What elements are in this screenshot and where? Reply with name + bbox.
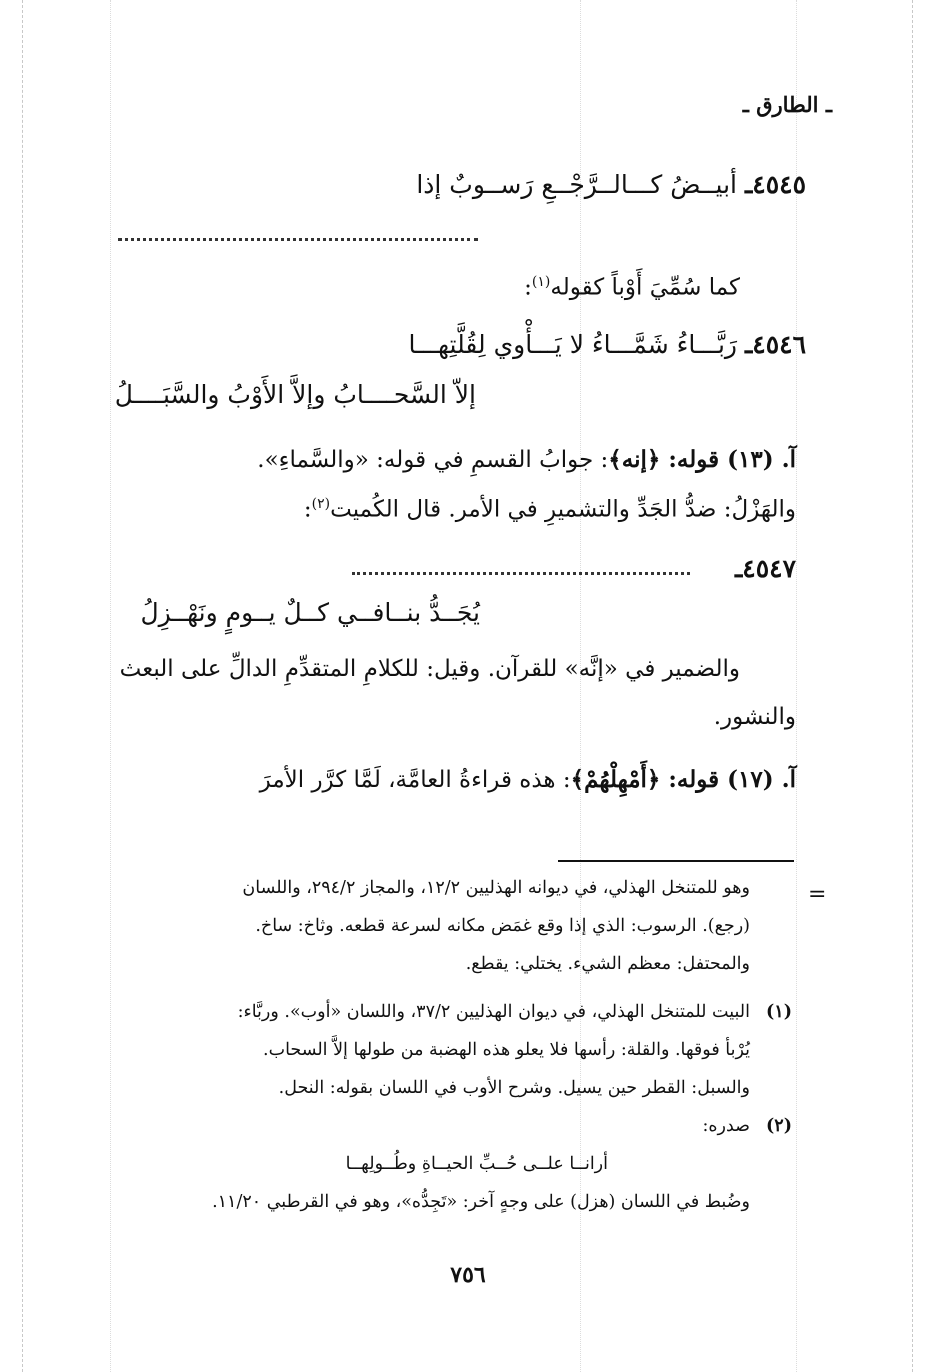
footnote-1-line: يُرْبأ فوقها. والقلة: رأسها فلا يعلو هذه الهضبة من طولها إلاَّ السحاب. [263,1040,750,1060]
kama-line [524,274,740,301]
verse-text: يُجَــدُّ بنــافــي كــلٌ يــومٍ ونَهْــزِلُ [140,598,480,627]
para-colon: : [303,496,312,523]
ellipsis-dots [118,238,478,241]
scan-guide-line [796,0,797,1372]
para-text: والهَزْلُ: ضدُّ الجَدِّ والتشميرِ في الأمر. قال الكُميت [330,496,796,523]
scan-edge-left [22,0,23,1372]
para-13-line-1 [257,446,796,473]
para-text: : هذه قراءةُ العامَّة، لَمَّا كرَّر الأمرَ [259,767,571,793]
verse-4547-second [140,598,480,627]
scan-guide-line [110,0,111,1372]
ellipsis-dots [352,572,690,575]
footnote-continued-line: وهو للمتنخل الهذلي، في ديوانه الهذليين ١٢/٢، والمجاز ٢٩٤/٢، واللسان [242,878,750,898]
footnote-ref-2: (٢) [311,496,331,512]
continuation-mark: = [808,882,827,907]
para-lead: آ. (١٧) قوله: ﴿أَمْهِلْهُمْ﴾ [570,766,796,793]
verse-4547-number [735,554,796,583]
running-header: ـ الطارق ـ [742,92,832,117]
footnote-1-marker: (١) [766,1002,792,1022]
para-lead: آ. (١٣) قوله: ﴿إنه﴾ [608,446,796,473]
para-13-line-2 [304,496,796,523]
verse-text: رَبَّـــاءُ شَمَّـــاءُ لا يَـــأْوي لِقُلَّتِهـــا [408,330,737,359]
scan-edge-right [912,0,913,1372]
kama-colon: : [524,274,532,301]
footnote-2-marker: (٢) [766,1116,792,1136]
verse-number: ٤٥٤٥ـ [744,170,806,199]
footnote-2-verse: أرانــا علــى حُــبِّ الحيــاةِ وطُــولِهــا [345,1154,608,1174]
verse-number: ٤٥٤٦ـ [744,330,806,359]
footnote-2-line: صدره: [702,1116,750,1136]
para-text: : جوابُ القسمِ في قوله: «والسَّماءِ». [257,447,609,473]
para-text: والنشور. [713,704,796,730]
footnote-continued-line: والمحتفل: معظم الشيء. يختلي: يقطع. [465,954,750,974]
footnote-1-line: والسبل: القطر حين يسيل. وشرح الأوب في اللسان بقوله: النحل. [278,1078,750,1098]
footnote-2-line: وضُبط في اللسان (هزل) على وجهٍ آخر: «تَجِدُّه»، وهو في القرطبي ١١/٢٠. [212,1192,750,1212]
verse-text: أبيــضُ كـــالــرَّجْــعِ رَســوبٌ إذا [416,170,737,199]
footnote-separator [558,860,794,862]
verse-text: إلاّ السَّحــــابُ وإلاَّ الأَوْبُ والسَّبَــــلُ [114,380,476,409]
verse-4545 [416,170,806,199]
para-17-line-1 [260,766,796,793]
verse-4546-second [115,380,476,409]
kama-text: كما سُمِّيَ أَوْباً كقوله [550,274,740,301]
para-damir-line-2 [714,704,796,730]
para-damir-line-1 [120,656,740,682]
footnote-continued-line: (رجع). الرسوب: الذي إذا وقع غمَض مكانه لسرعة قطعه. وثاخ: ساخ. [255,916,750,936]
footnote-ref-1: (١) [531,274,551,290]
verse-number: ٤٥٤٧ـ [734,554,796,583]
footnote-1-line: البيت للمتنخل الهذلي، في ديوان الهذليين ٣٧/٢، واللسان «أوب». وربَّاء: [237,1002,750,1022]
page-number: ٧٥٦ [450,1262,486,1288]
para-text: والضمير في «إنَّه» للقرآن. وقيل: للكلامِ المتقدِّمِ الدالِّ على البعث [119,656,740,682]
verse-4546-first [408,330,806,359]
